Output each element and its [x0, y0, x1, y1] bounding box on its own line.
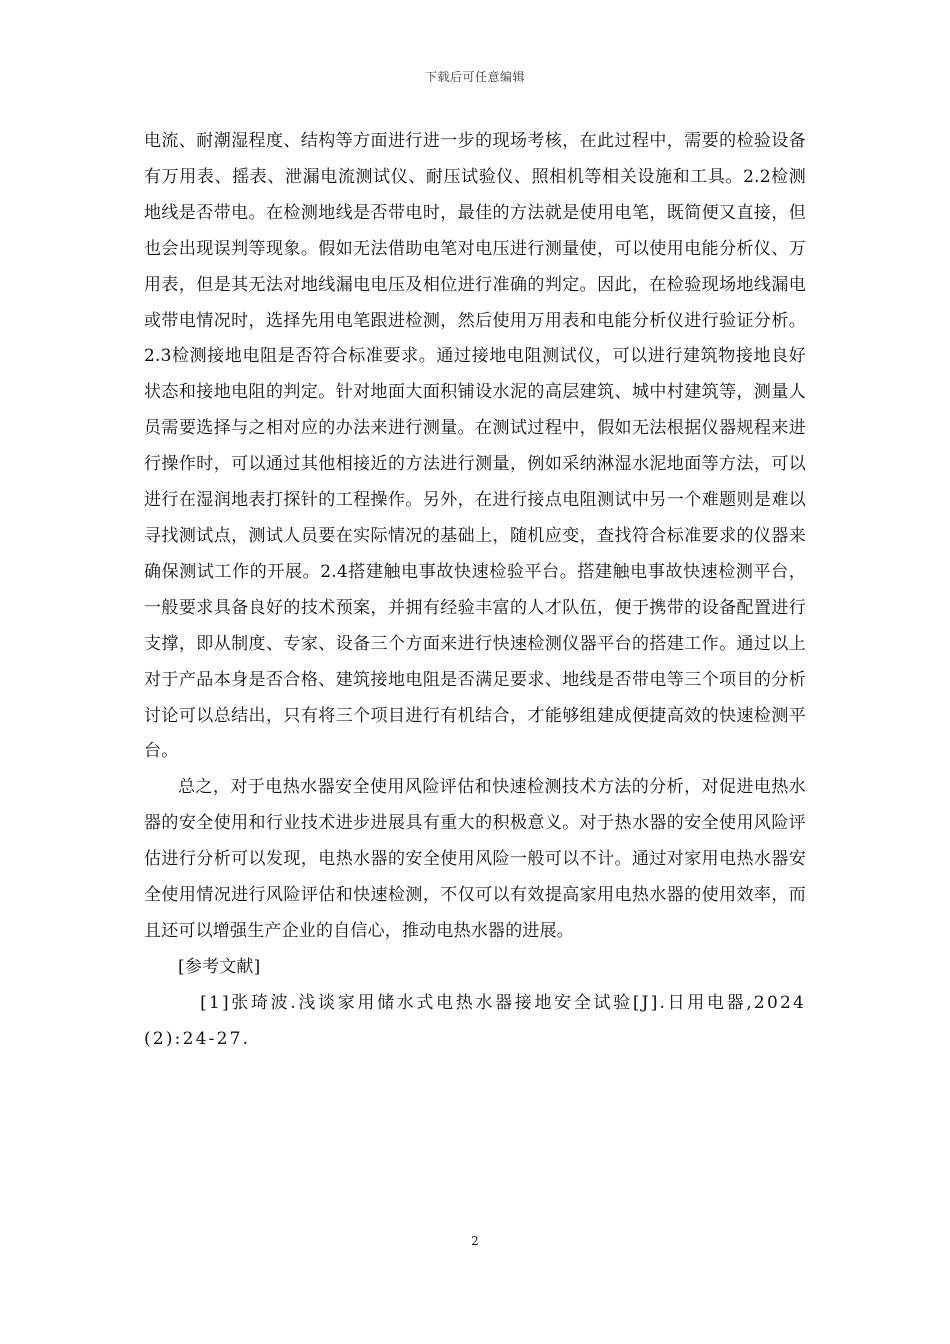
page-header: 下载后可任意编辑 [424, 70, 525, 84]
document-body [144, 124, 806, 1058]
references-heading: [参考文献] [178, 956, 261, 977]
reference-item-1: [1]张琦波.浅谈家用储水式电热水器接地安全试验[J].日用电器,2024(2):24-27. [144, 992, 806, 1049]
page-number: 2 [471, 1234, 479, 1248]
body-paragraph-2: 总之，对于电热水器安全使用风险评估和快速检测技术方法的分析，对促进电热水器的安全使用和行业技术进步进展具有重大的积极意义。对于热水器的安全使用风险评估进行分析可以发现，电热水器的安全使用风险一般可以不计。通过对家用电热水器安全使用情况进行风险评估和快速检测，不仅可以有效提高家用电热水器的使用效率，而且还可以增强生产企业的自信心，推动电热水器的进展。 [144, 777, 806, 941]
body-paragraph-1: 电流、耐潮湿程度、结构等方面进行进一步的现场考核，在此过程中，需要的检验设备有万用表、摇表、泄漏电流测试仪、耐压试验仪、照相机等相关设施和工具。2.2检测地线是否带电。在检测地线是否带电时，最佳的方法就是使用电笔，既简便又直接，但也会出现误判等现象。假如无法借助电笔对电压进行测量使，可以使用电能分析仪、万用表，但是其无法对地线漏电电压及相位进行准确的判定。因此，在检验现场地线漏电或带电情况时，选择先用电笔跟进检测，然后使用万用表和电能分析仪进行验证分析。2.3检测接地电阻是否符合标准要求。通过接地电阻测试仪，可以进行建筑物接地良好状态和接地电阻的判定。针对地面大面积铺设水泥的高层建筑、城中村建筑等，测量人员需要选择与之相对应的办法来进行测量。在测试过程中，假如无法根据仪器规程来进行操作时，可以通过其他相接近的方法进行测量，例如采纳淋湿水泥地面等方法，可以进行在湿润地表打探针的工程操作。另外，在进行接点电阻测试中另一个难题则是难以寻找测试点，测试人员要在实际情况的基础上，随机应变，查找符合标准要求的仪器来确保测试工作的开展。2.4搭建触电事故快速检验平台。搭建触电事故快速检测平台，一般要求具备良好的技术预案，并拥有经验丰富的人才队伍，便于携带的设备配置进行支撑，即从制度、专家、设备三个方面来进行快速检测仪器平台的搭建工作。通过以上对于产品本身是否合格、建筑接地电阻是否满足要求、地线是否带电等三个项目的分析讨论可以总结出，只有将三个项目进行有机结合，才能够组建成便捷高效的快速检测平台。 [144, 131, 806, 762]
